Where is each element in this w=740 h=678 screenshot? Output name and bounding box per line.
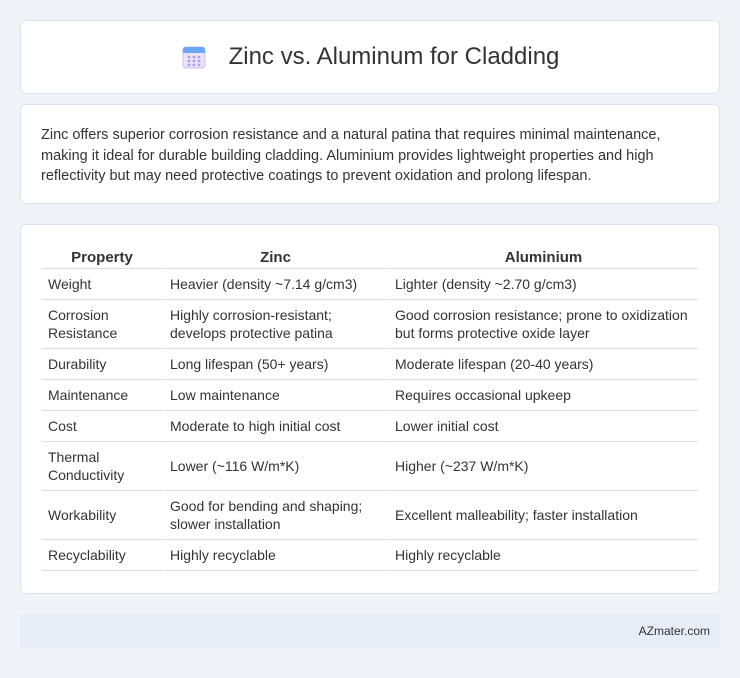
- cell-zinc: Lower (~116 W/m*K): [164, 442, 389, 491]
- cell-aluminium: Lower initial cost: [389, 411, 698, 442]
- summary-text: Zinc offers superior corrosion resistance and a natural patina that requires minimal maintenance, making it ideal for durable building cladding. Aluminium provides lightweight properties and high reflectivity but may need protective coatings to prevent oxidation and prolong lifespan.: [41, 127, 661, 184]
- table-row: [42, 491, 698, 540]
- cell-aluminium: Highly recyclable: [389, 540, 698, 571]
- comparison-table: [42, 247, 698, 571]
- cell-zinc: Highly recyclable: [164, 540, 389, 571]
- cell-zinc: Heavier (density ~7.14 g/cm3): [164, 269, 389, 300]
- table-row: [42, 540, 698, 571]
- cell-zinc: Highly corrosion-resistant; develops protective patina: [164, 300, 389, 349]
- footer: [20, 614, 720, 648]
- table-row: [42, 380, 698, 411]
- cell-zinc: Good for bending and shaping; slower installation: [164, 491, 389, 540]
- cell-zinc: Moderate to high initial cost: [164, 411, 389, 442]
- cell-property: Maintenance: [42, 380, 164, 411]
- table-row: [42, 300, 698, 349]
- cell-zinc: Long lifespan (50+ years): [164, 349, 389, 380]
- table-row: [42, 269, 698, 300]
- table-row: [42, 411, 698, 442]
- cell-property: Thermal Conductivity: [42, 442, 164, 491]
- title-card: [20, 20, 720, 94]
- table-row: [42, 349, 698, 380]
- header-property: Property: [42, 247, 164, 269]
- cell-property: Weight: [42, 269, 164, 300]
- summary-card: [20, 104, 720, 204]
- page-title: Zinc vs. Aluminum for Cladding: [228, 43, 560, 70]
- cell-aluminium: Excellent malleability; faster installation: [389, 491, 698, 540]
- cell-property: Cost: [42, 411, 164, 442]
- cell-property: Durability: [42, 349, 164, 380]
- comparison-table-card: [20, 224, 720, 594]
- table-row: [42, 442, 698, 491]
- table-header-row: [42, 247, 698, 269]
- header-aluminium: Aluminium: [389, 247, 698, 269]
- header-zinc: Zinc: [164, 247, 389, 269]
- calendar-grid-icon: [181, 44, 207, 70]
- cell-aluminium: Good corrosion resistance; prone to oxidization but forms protective oxide layer: [389, 300, 698, 349]
- cell-aluminium: Moderate lifespan (20-40 years): [389, 349, 698, 380]
- cell-zinc: Low maintenance: [164, 380, 389, 411]
- cell-aluminium: Lighter (density ~2.70 g/cm3): [389, 269, 698, 300]
- cell-property: Workability: [42, 491, 164, 540]
- footer-brand[interactable]: AZmater.com: [638, 624, 710, 638]
- cell-aluminium: Requires occasional upkeep: [389, 380, 698, 411]
- cell-property: Recyclability: [42, 540, 164, 571]
- cell-property: Corrosion Resistance: [42, 300, 164, 349]
- cell-aluminium: Higher (~237 W/m*K): [389, 442, 698, 491]
